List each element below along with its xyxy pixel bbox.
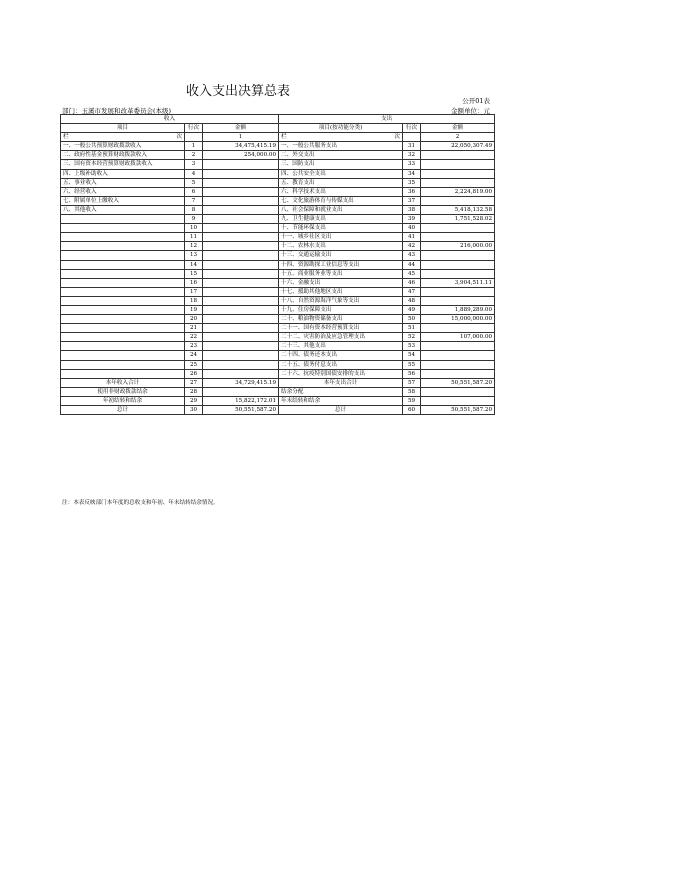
expense-amount <box>421 296 495 305</box>
income-row-number: 10 <box>185 224 203 233</box>
income-item <box>61 242 185 251</box>
header-row-columns <box>61 124 495 133</box>
income-row-number: 19 <box>185 305 203 314</box>
income-amount <box>203 215 279 224</box>
expense-item: 十五、商业服务业等支出 <box>279 269 403 278</box>
department-label: 部门：玉溪市发展和改革委员会(本级) <box>62 107 172 115</box>
income-amount <box>203 205 279 214</box>
income-amount <box>203 224 279 233</box>
income-amount <box>203 169 279 178</box>
expense-row-number: 33 <box>403 160 421 169</box>
income-item: 七、附属单位上缴收入 <box>61 196 185 205</box>
expense-row-number: 44 <box>403 260 421 269</box>
total-row <box>61 396 495 405</box>
income-amount <box>203 360 279 369</box>
income-row-number: 11 <box>185 233 203 242</box>
expense-row-number: 51 <box>403 324 421 333</box>
expense-item: 十三、交通运输支出 <box>279 251 403 260</box>
income-row-number: 26 <box>185 369 203 378</box>
income-row-number: 24 <box>185 351 203 360</box>
expense-item: 十一、城乡社区支出 <box>279 233 403 242</box>
income-amount <box>203 296 279 305</box>
table-row <box>61 151 495 160</box>
income-amount: 15,822,172.01 <box>203 396 279 405</box>
income-row-number: 22 <box>185 333 203 342</box>
income-row-number: 18 <box>185 296 203 305</box>
income-item <box>61 215 185 224</box>
expense-item: 二十六、抗疫特别国债安排的支出 <box>279 369 403 378</box>
income-amount: 34,729,415.19 <box>203 378 279 387</box>
income-row-number: 7 <box>185 196 203 205</box>
income-row-number: 13 <box>185 251 203 260</box>
income-total-item: 年初结转和结余 <box>61 396 185 405</box>
expense-item: 一、一般公共服务支出 <box>279 142 403 151</box>
table-row <box>61 178 495 187</box>
expense-amount <box>421 233 495 242</box>
income-item <box>61 269 185 278</box>
table-row <box>61 187 495 196</box>
income-item <box>61 233 185 242</box>
income-amount <box>203 315 279 324</box>
expense-amount: 15,000,000.00 <box>421 315 495 324</box>
table-row <box>61 269 495 278</box>
expense-rowno-header: 行次 <box>403 124 421 133</box>
income-rowno-header: 行次 <box>185 124 203 133</box>
expense-item: 二、外交支出 <box>279 151 403 160</box>
income-amount <box>203 233 279 242</box>
expense-row-number: 55 <box>403 360 421 369</box>
expense-row-number: 38 <box>403 205 421 214</box>
income-item: 三、国有资本经营预算财政拨款收入 <box>61 160 185 169</box>
expense-amount <box>421 160 495 169</box>
expense-total-item: 年末结转和结余 <box>279 396 403 405</box>
table-row <box>61 296 495 305</box>
income-item: 六、经营收入 <box>61 187 185 196</box>
income-item <box>61 351 185 360</box>
income-item: 二、政府性基金预算财政拨款收入 <box>61 151 185 160</box>
table-row <box>61 169 495 178</box>
expense-item: 十二、农林水支出 <box>279 242 403 251</box>
expense-item: 十、节能环保支出 <box>279 224 403 233</box>
expense-row-number: 41 <box>403 233 421 242</box>
expense-amount <box>421 351 495 360</box>
table-row <box>61 351 495 360</box>
expense-amount: 3,904,511.11 <box>421 278 495 287</box>
expense-amount: 50,551,587.20 <box>421 378 495 387</box>
income-amount <box>203 260 279 269</box>
table-row <box>61 369 495 378</box>
expense-row-number: 49 <box>403 305 421 314</box>
table-row <box>61 315 495 324</box>
total-row <box>61 378 495 387</box>
expense-item: 八、社会保障和就业支出 <box>279 205 403 214</box>
income-row-number: 16 <box>185 278 203 287</box>
expense-amount: 5,418,132.58 <box>421 205 495 214</box>
expense-item: 十四、资源勘探工业信息等支出 <box>279 260 403 269</box>
expense-row-number: 46 <box>403 278 421 287</box>
income-item <box>61 224 185 233</box>
table-row <box>61 142 495 151</box>
expense-row-number: 60 <box>403 406 421 415</box>
expense-total-item: 结余分配 <box>279 387 403 396</box>
expense-amount <box>421 196 495 205</box>
expense-row-number: 35 <box>403 178 421 187</box>
income-row-number: 15 <box>185 269 203 278</box>
expense-item: 十八、自然资源海洋气象等支出 <box>279 296 403 305</box>
table-row <box>61 278 495 287</box>
expense-amount: 1,889,289.00 <box>421 305 495 314</box>
unit-label: 金额单位：元 <box>451 107 490 115</box>
income-amount: 50,551,587.20 <box>203 406 279 415</box>
expense-row-number: 31 <box>403 142 421 151</box>
income-amount <box>203 269 279 278</box>
expense-row-number: 43 <box>403 251 421 260</box>
income-row-number: 17 <box>185 287 203 296</box>
income-item: 一、一般公共预算财政拨款收入 <box>61 142 185 151</box>
income-amount <box>203 333 279 342</box>
income-item <box>61 278 185 287</box>
income-item <box>61 305 185 314</box>
expense-amount-header: 金额 <box>421 124 495 133</box>
income-amount <box>203 387 279 396</box>
footnote: 注：本表反映部门本年度的总收支和年初、年末结转结余情况。 <box>62 500 219 506</box>
table-row <box>61 196 495 205</box>
expense-row-number: 56 <box>403 369 421 378</box>
expense-amount <box>421 178 495 187</box>
expense-row-number: 58 <box>403 387 421 396</box>
income-total-item: 总计 <box>61 406 185 415</box>
income-row-number: 6 <box>185 187 203 196</box>
expense-item: 二十三、其他支出 <box>279 342 403 351</box>
table-row <box>61 160 495 169</box>
income-amount <box>203 369 279 378</box>
expense-amount: 216,000.00 <box>421 242 495 251</box>
expense-amount <box>421 251 495 260</box>
expense-row-number: 34 <box>403 169 421 178</box>
expense-row-number: 42 <box>403 242 421 251</box>
table-row <box>61 333 495 342</box>
expense-amount: 107,000.00 <box>421 333 495 342</box>
income-amount <box>203 242 279 251</box>
income-item-header: 项目 <box>61 124 185 133</box>
expense-row-number: 52 <box>403 333 421 342</box>
table-row <box>61 215 495 224</box>
income-item <box>61 315 185 324</box>
income-amount <box>203 342 279 351</box>
table-row <box>61 205 495 214</box>
income-row-number: 20 <box>185 315 203 324</box>
income-rowno-blank <box>185 133 203 142</box>
table-row <box>61 251 495 260</box>
expense-row-number: 47 <box>403 287 421 296</box>
expense-row-number: 54 <box>403 351 421 360</box>
income-amount <box>203 160 279 169</box>
income-item <box>61 296 185 305</box>
table-row <box>61 233 495 242</box>
income-section-header: 收入 <box>61 115 279 124</box>
income-row-number: 14 <box>185 260 203 269</box>
expense-amount <box>421 396 495 405</box>
expense-item: 二十四、债务还本支出 <box>279 351 403 360</box>
expense-total-item: 本年支出合计 <box>279 378 403 387</box>
income-row-number: 1 <box>185 142 203 151</box>
expense-item-header: 项目(按功能分类) <box>279 124 403 133</box>
income-row-number: 27 <box>185 378 203 387</box>
expense-row-number: 32 <box>403 151 421 160</box>
expense-row-number: 50 <box>403 315 421 324</box>
income-item <box>61 324 185 333</box>
income-item <box>61 287 185 296</box>
expense-item: 十七、援助其他地区支出 <box>279 287 403 296</box>
income-item <box>61 260 185 269</box>
expense-item: 六、科学技术支出 <box>279 187 403 196</box>
table-row <box>61 242 495 251</box>
income-row-number: 21 <box>185 324 203 333</box>
income-amount <box>203 305 279 314</box>
table-row <box>61 260 495 269</box>
income-row-number: 29 <box>185 396 203 405</box>
income-row-number: 4 <box>185 169 203 178</box>
income-amount <box>203 278 279 287</box>
income-row-number: 28 <box>185 387 203 396</box>
income-item <box>61 251 185 260</box>
expense-amount <box>421 224 495 233</box>
table-row <box>61 342 495 351</box>
income-item: 五、事业收入 <box>61 178 185 187</box>
income-amount <box>203 196 279 205</box>
expense-amount <box>421 287 495 296</box>
expense-item: 三、国防支出 <box>279 160 403 169</box>
income-row-number: 12 <box>185 242 203 251</box>
expense-row-number: 40 <box>403 224 421 233</box>
expense-item: 七、文化旅游体育与传媒支出 <box>279 196 403 205</box>
income-item: 四、上级补助收入 <box>61 169 185 178</box>
income-row-number: 9 <box>185 215 203 224</box>
expense-item: 四、公共安全支出 <box>279 169 403 178</box>
expense-amount <box>421 369 495 378</box>
header-row-index <box>61 133 495 142</box>
expense-row-number: 53 <box>403 342 421 351</box>
income-total-item: 使用非财政拨款结余 <box>61 387 185 396</box>
income-item: 八、其他收入 <box>61 205 185 214</box>
summary-table <box>60 114 495 415</box>
income-row-number: 3 <box>185 160 203 169</box>
expense-amount: 50,551,587.20 <box>421 406 495 415</box>
table-row <box>61 305 495 314</box>
expense-item: 二十二、灾害防治及应急管理支出 <box>279 333 403 342</box>
income-amount-header: 金额 <box>203 124 279 133</box>
form-number: 公开01表 <box>462 97 490 105</box>
expense-col-label: 栏 次 <box>279 133 403 142</box>
income-col-label: 栏 次 <box>61 133 185 142</box>
expense-row-number: 48 <box>403 296 421 305</box>
income-item <box>61 369 185 378</box>
income-amount: 254,000.00 <box>203 151 279 160</box>
income-row-number: 23 <box>185 342 203 351</box>
table-row <box>61 287 495 296</box>
income-amount <box>203 351 279 360</box>
page-title: 收入支出决算总表 <box>186 84 291 99</box>
income-item <box>61 342 185 351</box>
expense-section-header: 支出 <box>279 115 495 124</box>
expense-item: 十六、金融支出 <box>279 278 403 287</box>
expense-row-number: 39 <box>403 215 421 224</box>
expense-amount <box>421 342 495 351</box>
expense-row-number: 45 <box>403 269 421 278</box>
expense-row-number: 59 <box>403 396 421 405</box>
expense-amount <box>421 324 495 333</box>
expense-amount: 22,050,307.49 <box>421 142 495 151</box>
income-total-item: 本年收入合计 <box>61 378 185 387</box>
income-row-number: 25 <box>185 360 203 369</box>
table-row <box>61 224 495 233</box>
income-amount <box>203 178 279 187</box>
income-row-number: 8 <box>185 205 203 214</box>
income-amount <box>203 324 279 333</box>
table-row <box>61 360 495 369</box>
expense-col-index: 2 <box>421 133 495 142</box>
income-col-index: 1 <box>203 133 279 142</box>
expense-item: 十九、住房保障支出 <box>279 305 403 314</box>
income-row-number: 2 <box>185 151 203 160</box>
expense-item: 五、教育支出 <box>279 178 403 187</box>
total-row <box>61 387 495 396</box>
expense-amount: 1,751,528.02 <box>421 215 495 224</box>
table-row <box>61 324 495 333</box>
income-amount <box>203 187 279 196</box>
expense-item: 二十一、国有资本经营预算支出 <box>279 324 403 333</box>
income-item <box>61 333 185 342</box>
income-row-number: 5 <box>185 178 203 187</box>
expense-amount <box>421 387 495 396</box>
expense-total-item: 总计 <box>279 406 403 415</box>
expense-row-number: 57 <box>403 378 421 387</box>
income-item <box>61 360 185 369</box>
income-amount <box>203 251 279 260</box>
expense-amount <box>421 169 495 178</box>
income-amount: 34,475,415.19 <box>203 142 279 151</box>
expense-amount <box>421 360 495 369</box>
expense-row-number: 36 <box>403 187 421 196</box>
expense-item: 九、卫生健康支出 <box>279 215 403 224</box>
total-row <box>61 406 495 415</box>
expense-amount <box>421 151 495 160</box>
expense-item: 二十五、债务付息支出 <box>279 360 403 369</box>
header-row-sections <box>61 115 495 124</box>
expense-rowno-blank <box>403 133 421 142</box>
income-row-number: 30 <box>185 406 203 415</box>
income-amount <box>203 287 279 296</box>
expense-amount <box>421 269 495 278</box>
expense-amount: 2,224,819.00 <box>421 187 495 196</box>
expense-amount <box>421 260 495 269</box>
expense-row-number: 37 <box>403 196 421 205</box>
expense-item: 二十、粮油物资储备支出 <box>279 315 403 324</box>
